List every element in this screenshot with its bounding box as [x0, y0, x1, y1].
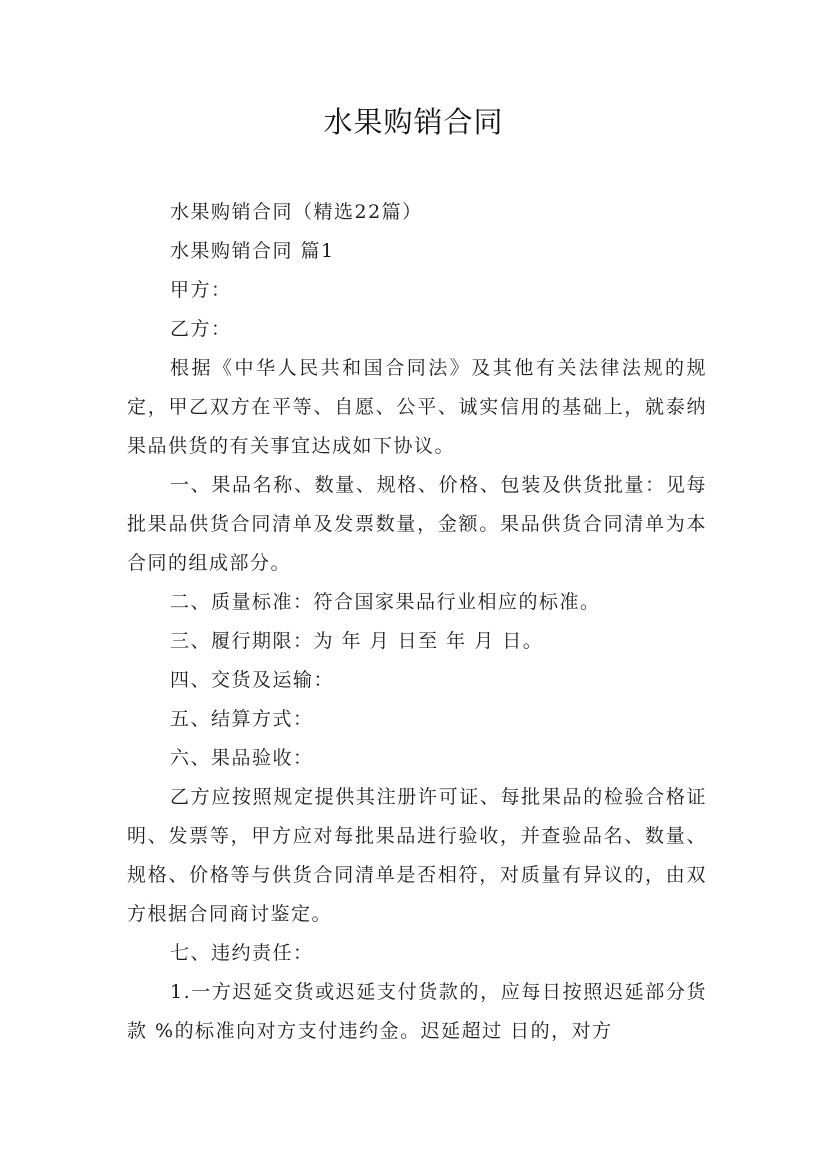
- paragraph-clause-4: 四、交货及运输：: [170, 669, 335, 691]
- paragraph-clause-6: 六、果品验收：: [170, 747, 314, 769]
- paragraph-party-b: 乙方：: [170, 318, 232, 340]
- document-body: [127, 193, 707, 1051]
- paragraph-clause-2: 二、质量标准：符合国家果品行业相应的标准。: [170, 591, 601, 613]
- paragraph-clause-3: 三、履行期限：为 年 月 日至 年 月 日。: [170, 630, 544, 652]
- paragraph-clause-5: 五、结算方式：: [170, 708, 314, 730]
- paragraph-inspection: 乙方应按照规定提供其注册许可证、每批果品的检验合格证明、发票等，甲方应对每批果品进行验收，并查验品名、数量、规格、价格等与供货合同清单是否相符，对质量有异议的，由双方根据合同商讨鉴定。: [127, 786, 707, 925]
- paragraph-preamble: 根据《中华人民共和国合同法》及其他有关法律法规的规定，甲乙双方在平等、自愿、公平、诚实信用的基础上，就泰纳果品供货的有关事宜达成如下协议。: [127, 357, 707, 457]
- document-title: 水果购销合同: [323, 105, 504, 139]
- paragraph-clause-1: 一、果品名称、数量、规格、价格、包装及供货批量：见每批果品供货合同清单及发票数量，金额。果品供货合同清单为本合同的组成部分。: [127, 474, 707, 574]
- paragraph-party-a: 甲方：: [170, 279, 232, 301]
- paragraph-subtitle: 水果购销合同（精选22篇）: [170, 201, 423, 223]
- paragraph-clause-7: 七、违约责任：: [170, 942, 314, 964]
- paragraph-section-heading: 水果购销合同 篇1: [170, 240, 335, 262]
- paragraph-breach-1: 1.一方迟延交货或迟延支付货款的，应每日按照迟延部分货款 %的标准向对方支付违约金。迟延超过 日的，对方: [127, 981, 707, 1042]
